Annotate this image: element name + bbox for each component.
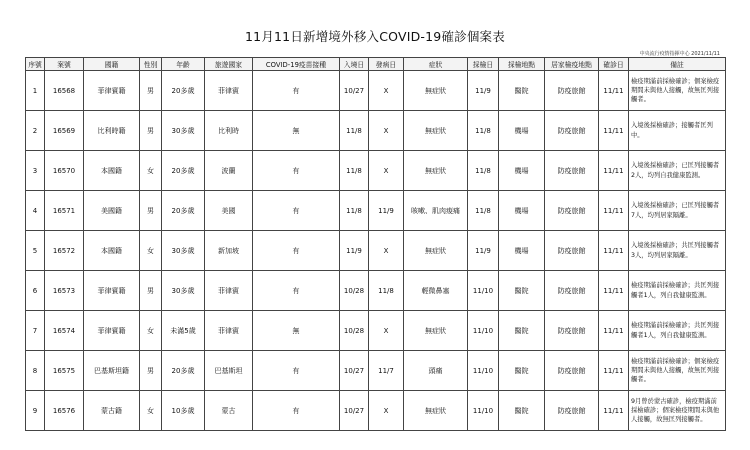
cell-vaccine: 有 [253, 71, 340, 111]
cell-symptom: 無症狀 [404, 151, 468, 191]
cell-case: 16574 [45, 311, 84, 351]
cell-note: 入境後採檢確診；共匡列接觸者3人，均列居家隔離。 [629, 231, 726, 271]
cell-note: 入境後採檢確診；接觸者匡列中。 [629, 111, 726, 151]
cell-onset: 11/8 [369, 271, 404, 311]
cell-entry: 11/8 [340, 151, 369, 191]
cell-case: 16575 [45, 351, 84, 391]
cell-test-date: 11/10 [468, 311, 499, 351]
cell-onset: 11/7 [369, 351, 404, 391]
cell-age: 20多歲 [162, 191, 205, 231]
cell-sex: 男 [140, 351, 162, 391]
cell-quarantine: 防疫旅館 [545, 71, 599, 111]
cell-nationality: 本國籍 [84, 231, 140, 271]
cell-onset: X [369, 71, 404, 111]
cell-vaccine: 有 [253, 191, 340, 231]
cell-test-place: 機場 [499, 231, 545, 271]
cell-vaccine: 有 [253, 351, 340, 391]
col-header-sex: 性別 [140, 58, 162, 71]
cell-quarantine: 防疫旅館 [545, 191, 599, 231]
cell-no: 9 [26, 391, 45, 431]
cell-confirm: 11/11 [599, 111, 629, 151]
cell-nationality: 比利時籍 [84, 111, 140, 151]
cell-note: 入境後採檢確診；已匡列接觸者2人，均列自我健康監測。 [629, 151, 726, 191]
cell-note: 檢疫期滿前採檢確診；個案檢疫期間未與他人接觸，故無匡列接觸者。 [629, 71, 726, 111]
cell-confirm: 11/11 [599, 271, 629, 311]
cell-test-place: 醫院 [499, 351, 545, 391]
cell-country: 新加坡 [205, 231, 253, 271]
table-row [26, 151, 726, 191]
cell-entry: 11/8 [340, 191, 369, 231]
cell-note: 檢疫期滿前採檢確診；共匡列接觸者1人，列自我健康監測。 [629, 311, 726, 351]
cell-vaccine: 有 [253, 151, 340, 191]
col-header-age: 年齡 [162, 58, 205, 71]
cell-age: 20多歲 [162, 71, 205, 111]
cell-country: 波蘭 [205, 151, 253, 191]
cell-vaccine: 無 [253, 311, 340, 351]
cell-nationality: 本國籍 [84, 151, 140, 191]
cell-no: 7 [26, 311, 45, 351]
cell-country: 菲律賓 [205, 311, 253, 351]
cell-case: 16572 [45, 231, 84, 271]
col-header-test-place: 採檢地點 [499, 58, 545, 71]
cell-case: 16573 [45, 271, 84, 311]
cell-country: 菲律賓 [205, 271, 253, 311]
cell-age: 30多歲 [162, 231, 205, 271]
cell-no: 3 [26, 151, 45, 191]
cell-quarantine: 防疫旅館 [545, 231, 599, 271]
cell-confirm: 11/11 [599, 231, 629, 271]
cell-age: 30多歲 [162, 271, 205, 311]
cell-age: 20多歲 [162, 351, 205, 391]
cell-test-place: 醫院 [499, 71, 545, 111]
cell-note: 檢疫期滿前採檢確診；共匡列接觸者1人，列自我健康監測。 [629, 271, 726, 311]
cell-age: 10多歲 [162, 391, 205, 431]
cell-entry: 10/28 [340, 311, 369, 351]
cell-sex: 女 [140, 311, 162, 351]
cell-test-date: 11/9 [468, 231, 499, 271]
cell-country: 美國 [205, 191, 253, 231]
cell-case: 16568 [45, 71, 84, 111]
col-header-country: 旅遊國家 [205, 58, 253, 71]
cell-case: 16570 [45, 151, 84, 191]
cell-nationality: 巴基斯坦籍 [84, 351, 140, 391]
cell-country: 菲律賓 [205, 71, 253, 111]
col-header-note: 備註 [629, 58, 726, 71]
cell-age: 30多歲 [162, 111, 205, 151]
cell-vaccine: 有 [253, 391, 340, 431]
cell-test-date: 11/8 [468, 191, 499, 231]
cell-no: 8 [26, 351, 45, 391]
cell-symptom: 咳嗽、肌肉痠痛 [404, 191, 468, 231]
cell-case: 16571 [45, 191, 84, 231]
cell-onset: X [369, 311, 404, 351]
cell-nationality: 菲律賓籍 [84, 71, 140, 111]
table-row [26, 231, 726, 271]
cell-symptom: 無症狀 [404, 231, 468, 271]
col-header-entry: 入境日 [340, 58, 369, 71]
cell-confirm: 11/11 [599, 351, 629, 391]
table-row [26, 311, 726, 351]
cell-test-date: 11/10 [468, 351, 499, 391]
cell-entry: 10/27 [340, 71, 369, 111]
cell-note: 9月曾於蒙古確診，檢疫期滿前採檢確診；個案檢疫期間未與他人接觸，故無匡列接觸者。 [629, 391, 726, 431]
cell-sex: 女 [140, 231, 162, 271]
cell-test-date: 11/10 [468, 391, 499, 431]
table-row [26, 351, 726, 391]
cell-confirm: 11/11 [599, 71, 629, 111]
cell-symptom: 無症狀 [404, 391, 468, 431]
cell-nationality: 菲律賓籍 [84, 271, 140, 311]
cell-country: 巴基斯坦 [205, 351, 253, 391]
cell-note: 檢疫期滿前採檢確診；個案檢疫期間未與他人接觸，故無匡列接觸者。 [629, 351, 726, 391]
cell-sex: 男 [140, 71, 162, 111]
cell-age: 未滿5歲 [162, 311, 205, 351]
cell-no: 1 [26, 71, 45, 111]
cell-symptom: 無症狀 [404, 111, 468, 151]
cell-no: 5 [26, 231, 45, 271]
cell-quarantine: 防疫旅館 [545, 271, 599, 311]
cell-sex: 男 [140, 111, 162, 151]
cell-confirm: 11/11 [599, 151, 629, 191]
source-note: 中央流行疫情指揮中心 2021/11/11 [639, 51, 720, 57]
col-header-vaccine: COVID-19疫苗接種 [253, 58, 340, 71]
cell-quarantine: 防疫旅館 [545, 311, 599, 351]
cell-sex: 男 [140, 271, 162, 311]
cases-table [25, 57, 726, 431]
col-header-test-date: 採檢日 [468, 58, 499, 71]
col-header-confirm: 確診日 [599, 58, 629, 71]
cell-test-date: 11/8 [468, 151, 499, 191]
header-row [26, 58, 726, 71]
cell-country: 蒙古 [205, 391, 253, 431]
cell-test-place: 醫院 [499, 271, 545, 311]
table-row [26, 71, 726, 111]
cell-confirm: 11/11 [599, 311, 629, 351]
cell-note: 入境後採檢確診；已匡列接觸者7人，均列居家隔離。 [629, 191, 726, 231]
cell-age: 20多歲 [162, 151, 205, 191]
cell-entry: 11/9 [340, 231, 369, 271]
cell-no: 2 [26, 111, 45, 151]
cell-no: 6 [26, 271, 45, 311]
cell-onset: X [369, 391, 404, 431]
cell-symptom: 頭痛 [404, 351, 468, 391]
cell-case: 16569 [45, 111, 84, 151]
cell-test-place: 機場 [499, 111, 545, 151]
cell-nationality: 蒙古籍 [84, 391, 140, 431]
table-row [26, 271, 726, 311]
page-title: 11月11日新增境外移入COVID-19確診個案表 [245, 29, 505, 44]
cell-sex: 女 [140, 391, 162, 431]
cell-vaccine: 有 [253, 271, 340, 311]
cell-no: 4 [26, 191, 45, 231]
cell-onset: X [369, 111, 404, 151]
cell-test-date: 11/9 [468, 71, 499, 111]
cell-symptom: 輕微鼻塞 [404, 271, 468, 311]
col-header-quarantine: 居家檢疫地點 [545, 58, 599, 71]
cell-entry: 10/27 [340, 351, 369, 391]
cell-test-place: 醫院 [499, 311, 545, 351]
cell-quarantine: 防疫旅館 [545, 151, 599, 191]
col-header-symptom: 症狀 [404, 58, 468, 71]
cell-onset: X [369, 151, 404, 191]
table-row [26, 191, 726, 231]
cell-test-date: 11/10 [468, 271, 499, 311]
cell-entry: 10/28 [340, 271, 369, 311]
cell-onset: X [369, 231, 404, 271]
cell-confirm: 11/11 [599, 391, 629, 431]
cell-sex: 女 [140, 151, 162, 191]
cell-entry: 11/8 [340, 111, 369, 151]
cell-vaccine: 有 [253, 231, 340, 271]
cell-nationality: 美國籍 [84, 191, 140, 231]
cell-vaccine: 無 [253, 111, 340, 151]
cell-nationality: 菲律賓籍 [84, 311, 140, 351]
cell-test-place: 機場 [499, 151, 545, 191]
table-row [26, 111, 726, 151]
cell-symptom: 無症狀 [404, 71, 468, 111]
col-header-onset: 發病日 [369, 58, 404, 71]
cell-entry: 10/27 [340, 391, 369, 431]
cell-test-place: 機場 [499, 191, 545, 231]
col-header-case: 案號 [45, 58, 84, 71]
cell-confirm: 11/11 [599, 191, 629, 231]
cell-test-date: 11/8 [468, 111, 499, 151]
cell-case: 16576 [45, 391, 84, 431]
cell-country: 比利時 [205, 111, 253, 151]
cell-onset: 11/9 [369, 191, 404, 231]
cell-quarantine: 防疫旅館 [545, 391, 599, 431]
cell-symptom: 無症狀 [404, 311, 468, 351]
cell-quarantine: 防疫旅館 [545, 111, 599, 151]
cell-sex: 男 [140, 191, 162, 231]
col-header-no: 序號 [26, 58, 45, 71]
col-header-nationality: 國籍 [84, 58, 140, 71]
cell-test-place: 醫院 [499, 391, 545, 431]
cell-quarantine: 防疫旅館 [545, 351, 599, 391]
table-row [26, 391, 726, 431]
